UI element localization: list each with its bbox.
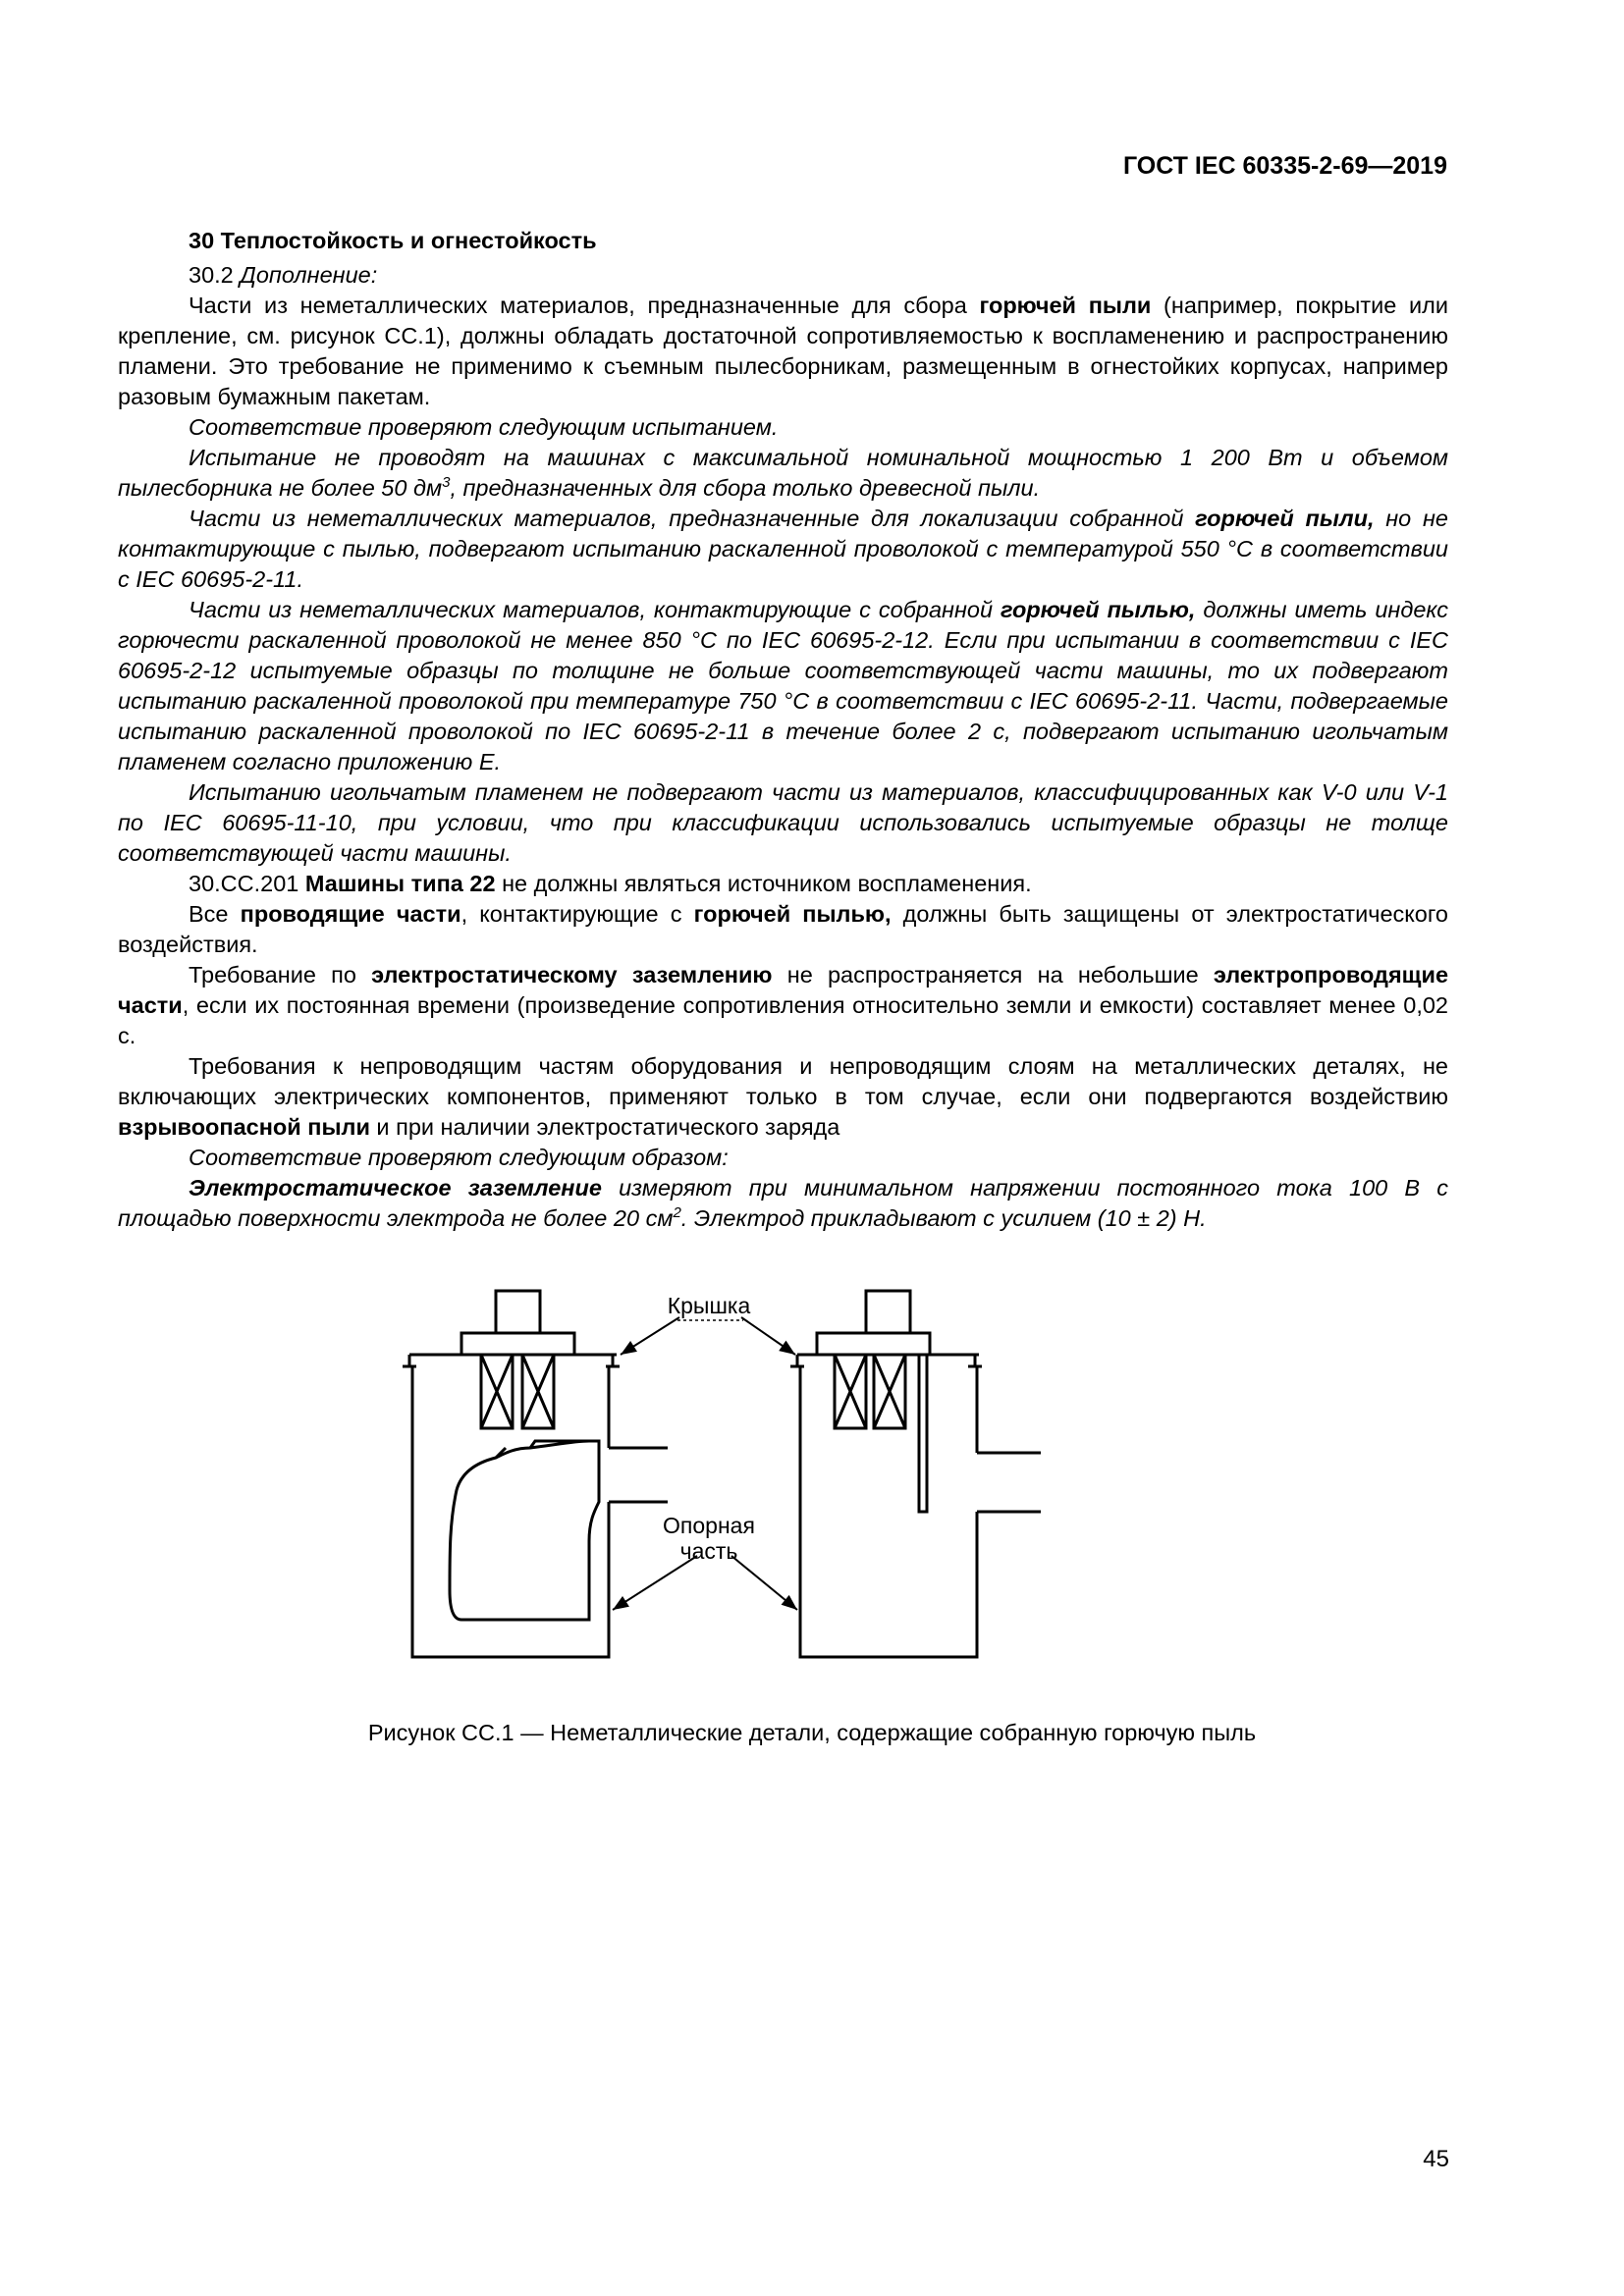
page-number: 45 <box>1423 2146 1449 2172</box>
container-body <box>412 1366 609 1657</box>
term: электростатическому заземлению <box>371 962 773 988</box>
left-unit <box>403 1291 668 1657</box>
right-unit <box>790 1291 1041 1657</box>
paragraph <box>118 595 1448 777</box>
paragraph <box>118 899 1448 960</box>
text: и при наличии электростатического заряда <box>369 1114 840 1140</box>
leader-arrow-support-left <box>613 1556 697 1610</box>
document-body <box>118 226 1448 1234</box>
text: не распространяется на небольшие <box>772 962 1214 988</box>
paragraph <box>118 960 1448 1051</box>
figure-cc1 <box>393 1276 1178 1669</box>
text: , контактирующие с <box>460 901 694 927</box>
leader-arrow-support-right <box>731 1556 797 1610</box>
text: должны быть защищены от электростатического воздействия. <box>118 901 1448 957</box>
figure-caption: Рисунок CC.1 — Неметаллические детали, содержащие собранную горючую пыль <box>367 1720 1257 1745</box>
term: электропроводящие части <box>118 962 1449 1018</box>
text: измеряют при минимальном напряжении постоянного тока 100 В с площадью поверхности электрода не более 20 см <box>118 1175 1448 1231</box>
bag-neck <box>496 1441 589 1458</box>
paragraph <box>118 1173 1448 1234</box>
label-support-line1: Опорная <box>663 1513 755 1538</box>
clause-number: 30.2 <box>189 262 241 288</box>
paragraph <box>118 443 1448 504</box>
superscript: 3 <box>442 474 451 492</box>
filter-cross-icon <box>874 1355 905 1428</box>
text: Испытание не проводят на машинах с максимальной номинальной мощностью 1 200 Вт и объемом пылесборника не более 50 дм <box>118 445 1448 501</box>
leader-arrow-lid-left <box>621 1317 679 1355</box>
term: взрывоопасной пыли <box>118 1114 370 1140</box>
text: не должны являться источником воспламенения. <box>495 871 1032 896</box>
paragraph <box>118 1051 1448 1143</box>
label-lid: Крышка <box>667 1293 751 1318</box>
text: (например, покрытие или крепление, см. рисунок CC.1), должны обладать достаточной сопротивляемостью к воспламенению и распространению пламени. Это требование не применимо к съемным пылесборникам, размещенным в огнестойких корпусах, например разовым бумажным пакетам. <box>118 293 1448 409</box>
superscript: 2 <box>673 1204 681 1222</box>
lid-block <box>817 1333 930 1355</box>
term: Электростатическое заземление <box>189 1175 602 1201</box>
clause-label: Дополнение: <box>240 262 378 288</box>
text: Все <box>189 901 241 927</box>
text: Части из неметаллических материалов, предназначенные для сбора <box>189 293 980 318</box>
text: но не контактирующие с пылью, подвергают испытанию раскаленной проволокой с температурой 550 °С в соответствии с IEC 60695-2-11. <box>118 506 1449 592</box>
filter-cross-icon <box>835 1355 866 1428</box>
document-header: ГОСТ IEC 60335-2-69—2019 <box>1122 152 1447 180</box>
term: горючей пыли <box>979 293 1152 318</box>
text: Части из неметаллических материалов, контактирующие с собранной <box>189 597 1001 622</box>
leader-arrow-lid-right <box>741 1317 795 1355</box>
term: горючей пыли, <box>1195 506 1375 531</box>
inlet-pipe <box>609 1448 668 1502</box>
lid-block <box>461 1333 574 1355</box>
clause-number: 30.CC.201 <box>189 871 305 896</box>
text: Требования к непроводящим частям оборудования и непроводящим слоям на металлических деталях, не включающих электрических компонентов, применяют только в том случае, если они подвергаются воздействию <box>118 1053 1448 1109</box>
compliance-statement: Соответствие проверяют следующим образом: <box>189 1145 729 1170</box>
section-title: 30 Теплостойкость и огнестойкость <box>189 228 597 253</box>
lid-clip-icon <box>403 1355 416 1366</box>
lid-clip-icon <box>606 1355 620 1366</box>
motor-shaft <box>866 1291 910 1333</box>
clause-30-2 <box>118 260 1448 291</box>
term: горючей пылью, <box>693 901 892 927</box>
filter-cross-icon <box>481 1355 513 1428</box>
label-support-line2: часть <box>679 1538 738 1564</box>
text: . Электрод прикладывают с усилием (10 ± 2) Н. <box>680 1205 1207 1231</box>
container-body <box>800 1366 977 1657</box>
baffle-plate <box>919 1355 927 1512</box>
inlet-pipe <box>977 1453 1041 1512</box>
text: Требование по <box>189 962 372 988</box>
lid-clip-icon <box>790 1355 804 1366</box>
paragraph <box>118 291 1448 412</box>
figure-drawing <box>393 1276 1178 1669</box>
paragraph: Испытанию игольчатым пламенем не подвергают части из материалов, классифицированных как V-0 или V-1 по IEC 60695-11-10, при условии, что при классификации использовались испытуемые образцы не толще соответствующей части машины. <box>118 779 1448 866</box>
term: Машины типа 22 <box>304 871 496 896</box>
compliance-statement: Соответствие проверяют следующим испытанием. <box>189 414 779 440</box>
text: , предназначенных для сбора только древесной пыли. <box>450 475 1041 501</box>
text: , если их постоянная времени (произведение сопротивления относительно земли и емкости) составляет менее 0,02 с. <box>118 992 1448 1048</box>
text: Части из неметаллических материалов, предназначенные для локализации собранной <box>189 506 1196 531</box>
paragraph <box>118 504 1448 595</box>
term: проводящие части <box>240 901 461 927</box>
motor-shaft <box>496 1291 540 1333</box>
lid-clip-icon <box>968 1355 982 1366</box>
dust-bag <box>450 1441 599 1620</box>
term: горючей пылью, <box>1001 597 1196 622</box>
text: должны иметь индекс горючести раскаленной проволокой не менее 850 °С по IEC 60695-2-12. Если при испытании в соответствии с IEC 60695-2-12 испытуемые образцы по толщине не больше соответствующей части машины, то их подвергают испытанию раскаленной проволокой при температуре 750 °С в соответствии с IEC 60695-2-11. Части, подвергаемые испытанию раскаленной проволокой по IEC 60695-2-11 в течение более 2 с, подвергают испытанию игольчатым пламенем согласно приложению Е. <box>118 597 1448 774</box>
clause-30-cc-201 <box>118 869 1448 899</box>
filter-cross-icon <box>522 1355 554 1428</box>
